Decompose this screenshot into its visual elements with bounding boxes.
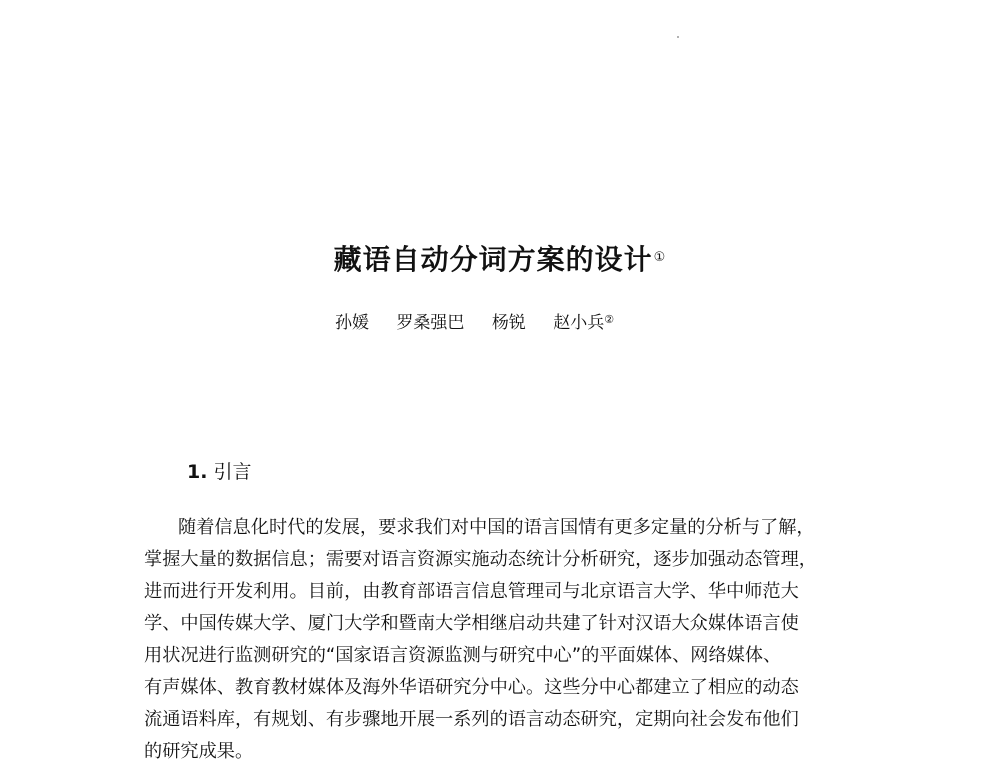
paragraph-line: 学、中国传媒大学、厦门大学和暨南大学相继启动共建了针对汉语大众媒体语言使: [144, 613, 799, 634]
paragraph-line: 的研究成果。: [144, 741, 254, 762]
title-footnote-marker: ①: [653, 250, 667, 265]
paragraph-line: 随着信息化时代的发展，要求我们对中国的语言国情有更多定量的分析与了解，: [178, 517, 815, 538]
paragraph-line: 流通语料库，有规划、有步骤地开展一系列的语言动态研究，定期向社会发布他们: [144, 709, 799, 730]
paragraph-line: 有声媒体、教育教材媒体及海外华语研究分中心。这些分中心都建立了相应的动态: [144, 677, 799, 698]
author-list: [335, 310, 675, 336]
paper-title-text: 藏语自动分词方案的设计: [333, 243, 653, 276]
author-name: 孙媛: [335, 313, 369, 333]
author-name: 罗桑强巴: [396, 313, 465, 333]
paragraph-line: 进而进行开发利用。目前，由教育部语言信息管理司与北京语言大学、华中师范大: [144, 581, 799, 602]
author-name: 杨锐: [491, 313, 526, 333]
body-paragraph: [144, 512, 868, 768]
author-name: 赵小兵: [553, 313, 605, 333]
authors-footnote-marker: ②: [604, 313, 615, 326]
scan-speck: [677, 36, 679, 38]
paper-title: [0, 242, 1000, 278]
section-number: 1.: [187, 461, 208, 483]
paragraph-line: 掌握大量的数据信息；需要对语言资源实施动态统计分析研究，逐步加强动态管理，: [144, 549, 817, 570]
paragraph-line: 用状况进行监测研究的“国家语言资源监测与研究中心”的平面媒体、网络媒体、: [144, 645, 782, 666]
section-title: 引言: [213, 461, 252, 483]
section-heading: [187, 458, 251, 486]
